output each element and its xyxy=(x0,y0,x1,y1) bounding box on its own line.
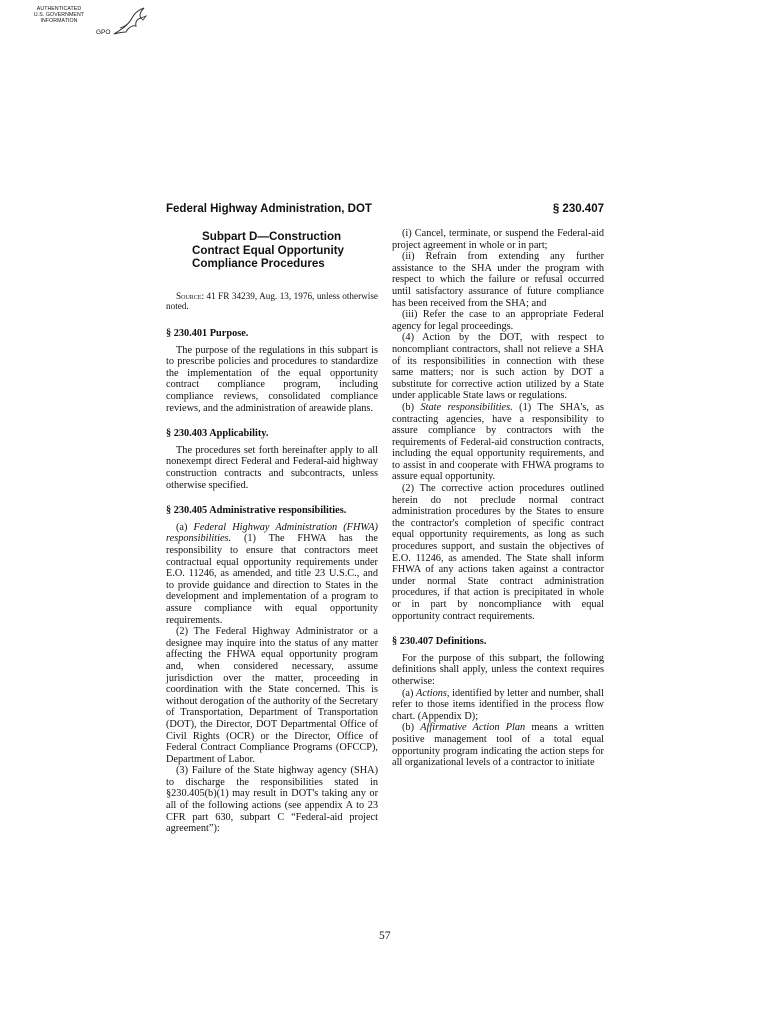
section-407-a-term: Actions, xyxy=(416,687,450,699)
gpo-authentication-logo xyxy=(28,4,148,52)
logo-gpo-text: GPO xyxy=(96,29,111,36)
section-405-a3-i: (i) Cancel, terminate, or suspend the Federal-aid project agreement in whole or in part; xyxy=(392,228,604,251)
section-407-b-text: means a written positive management tool of a total equal opportunity program indicating the action steps for all organizational levels of a contractor to initiate xyxy=(392,722,604,769)
section-405-b-label: (b) xyxy=(402,401,421,413)
section-405-heading: § 230.405 Administrative responsibilities. xyxy=(166,505,347,517)
section-407-heading: § 230.407 Definitions. xyxy=(392,636,487,648)
section-405-a3-iii: (iii) Refer the case to an appropriate Federal agency for legal proceedings. xyxy=(392,309,604,332)
section-407-a-text: identified by letter and number, shall refer to those items identified in the process flow chart. (Appendix D); xyxy=(392,687,604,722)
section-407-intro: For the purpose of this subpart, the following definitions shall apply, unless the context requires otherwise: xyxy=(392,652,604,687)
section-405-b xyxy=(392,402,604,483)
logo-line-authenticated: AUTHENTICATED xyxy=(36,6,82,12)
section-407-b-term: Affirmative Action Plan xyxy=(420,722,526,734)
left-column xyxy=(166,228,378,835)
subpart-title: Subpart D—Construction Contract Equal Opportunity Compliance Procedures xyxy=(192,230,345,270)
section-403-heading: § 230.403 Applicability. xyxy=(166,428,269,440)
section-401-body: The purpose of the regulations in this subpart is to prescribe policies and procedures to standardize the implementation of the equal opportunity contract compliance program, including compliance reviews, consolidated compliance reviews, and the administration of areawide plans. xyxy=(166,344,378,414)
section-401-heading: § 230.401 Purpose. xyxy=(166,328,249,340)
section-405-b-heading: State responsibilities. xyxy=(420,401,513,413)
eagle-icon xyxy=(108,4,150,44)
header-agency: Federal Highway Administration, DOT xyxy=(166,203,372,215)
page-number: 57 xyxy=(379,930,391,942)
logo-line-information: INFORMATION xyxy=(40,18,78,24)
section-405-a xyxy=(166,522,378,626)
section-407-b-label: (b) xyxy=(402,722,421,734)
section-405-a-heading: Federal Highway Administration (FHWA) responsibilities. xyxy=(166,521,378,545)
section-405-a-text: (1) The FHWA has the responsibility to ensure that contractors meet contractual equal opportunity requirements under E.O. 11246, as amended, and title 23 U.S.C., and to provide guidance and direction to States in the development and implementation of a program to assure compliance with equal opportunity requirements. xyxy=(166,533,378,626)
section-407-a xyxy=(392,688,604,723)
section-407-a-label: (a) xyxy=(402,687,417,699)
section-405-a3-ii: (ii) Refrain from extending any further assistance to the SHA under the program with respect to which the failure or refusal occurred until satisfactory assurance of future compliance has been received from the SHA; and xyxy=(392,251,604,309)
section-405-a4: (4) Action by the DOT, with respect to noncompliant contractors, shall not relieve a SHA of its responsibilities in connection with these same matters; nor is such action by DOT a substitute for corrective action utilized by a State under applicable State laws or regulations. xyxy=(392,332,604,402)
section-405-a-label: (a) xyxy=(176,521,194,533)
section-403-body: The procedures set forth hereinafter apply to all nonexempt direct Federal and Federal-aid highway construction contracts and subcontracts, unless otherwise specified. xyxy=(166,444,378,491)
section-405-b-text: (1) The SHA's, as contracting agencies, have a responsibility to assure compliance by contractors with the requirements of Federal-aid construction contracts, including the equal opportunity requirements, and to assist in and cooperate with FHWA programs to assure equal opportunity. xyxy=(392,401,604,483)
section-407-b xyxy=(392,722,604,768)
section-405-a3: (3) Failure of the State highway agency (SHA) to discharge the responsibilities stated in §230.405(b)(1) may result in DOT's taking any or all of the following actions (see appendix A to 23 CFR part 630, subpart C “Federal-aid project agreement”): xyxy=(166,765,378,835)
header-section: § 230.407 xyxy=(552,203,604,215)
source-label: Source xyxy=(176,290,202,301)
section-405-a2: (2) The Federal Highway Administrator or a designee may inquire into the status of any matter affecting the FHWA equal opportunity program and, when considered necessary, assume jurisdiction over the matter, proceeding in coordination with the State concerned. This is without derogation of the authority of the Secretary of Transportation, Department of Transportation (DOT), the Director, DOT Departmental Office of Civil Rights (OCR) or the Director, Office of Federal Contract Compliance Programs (OFCCP), Department of Labor. xyxy=(166,626,378,765)
source-note xyxy=(166,291,378,313)
right-column xyxy=(392,228,604,769)
section-405-b2: (2) The corrective action procedures outlined herein do not preclude normal contract administration procedures by the States to ensure the contractor's completion of specific contract equal opportunity requirements, as long as such procedures support, and sustain the objectives of E.O. 11246, as amended. The State shall inform FHWA of any actions taken against a contractor under normal State contract administration procedures, if that action is precipitated in whole or in part by noncompliance with equal opportunity contract requirements. xyxy=(392,483,604,622)
logo-line-government: U.S. GOVERNMENT xyxy=(33,12,85,18)
source-text: : 41 FR 34239, Aug. 13, 1976, unless otherwise noted. xyxy=(166,290,378,312)
